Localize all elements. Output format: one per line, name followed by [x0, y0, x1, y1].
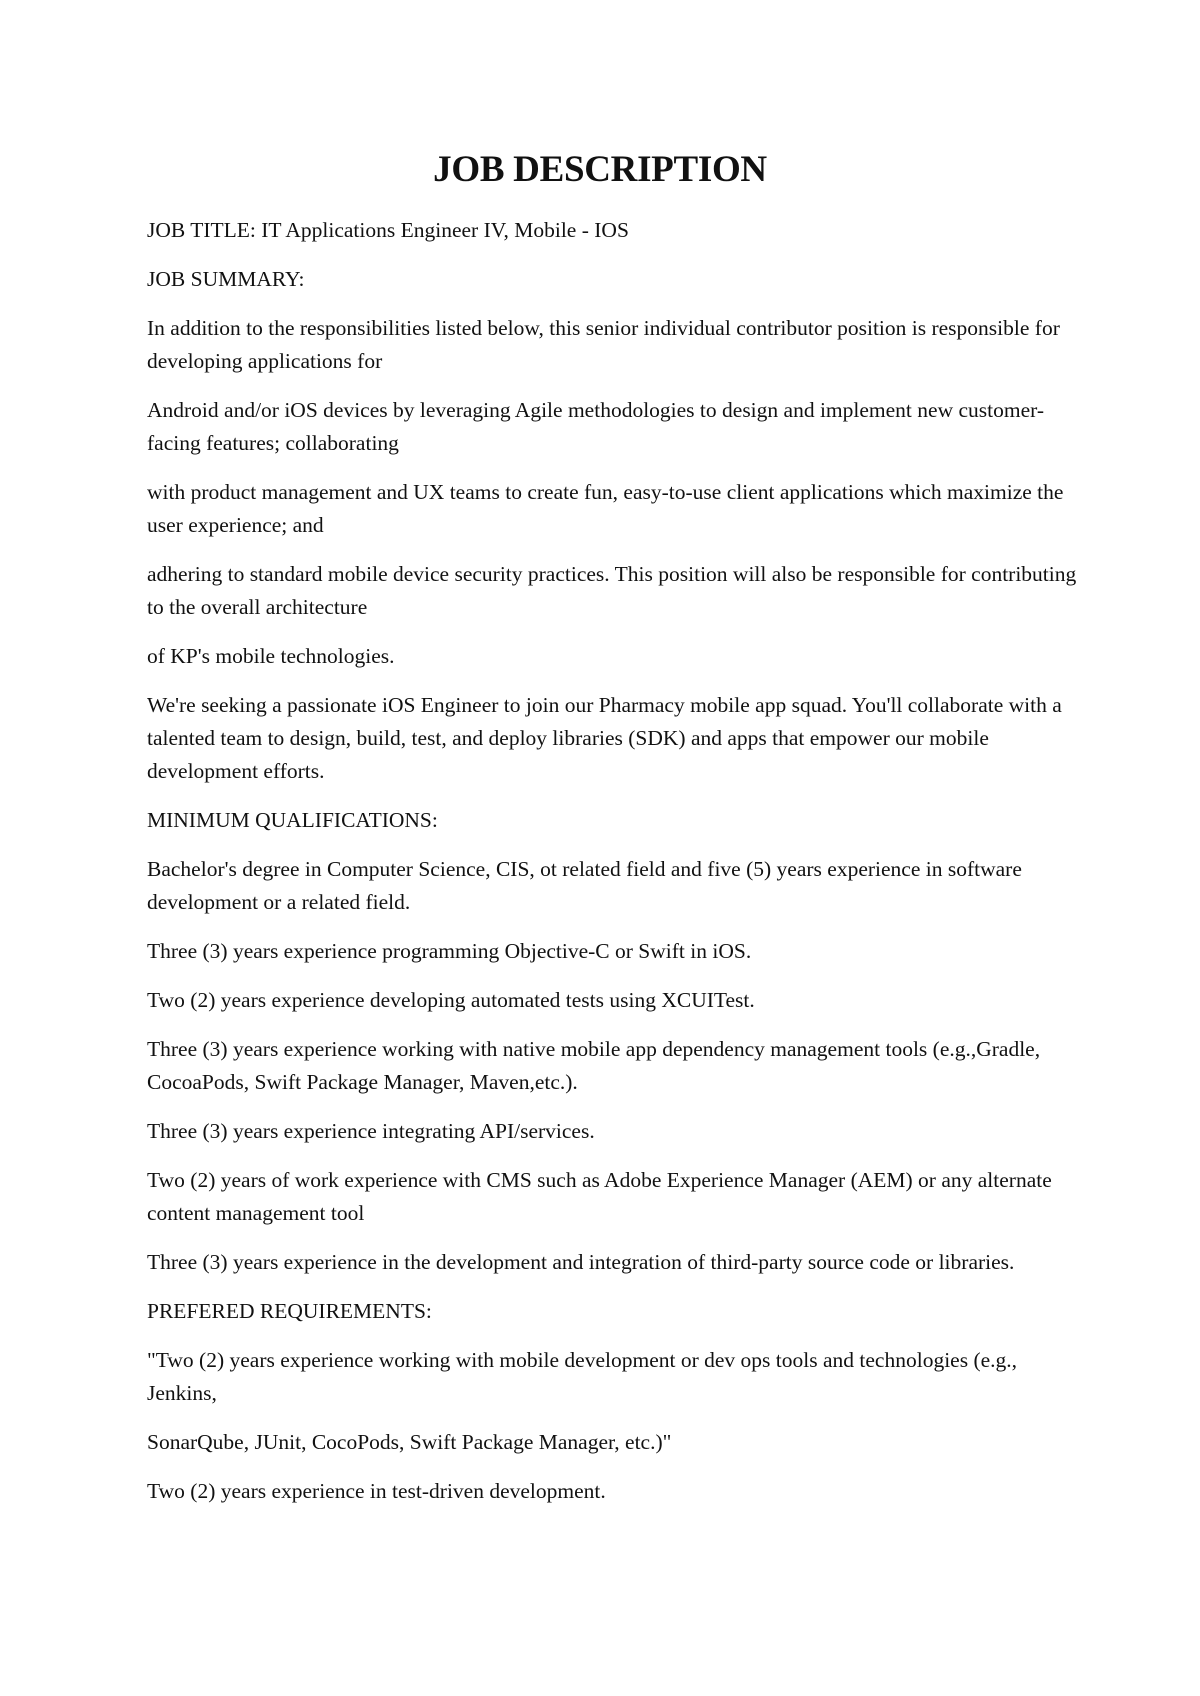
qualification-item: Two (2) years experience developing automated tests using XCUITest. — [147, 988, 755, 1012]
requirement-item: "Two (2) years experience working with mobile development or dev ops tools and technologies (e.g., Jenkins, — [147, 1348, 1018, 1405]
summary-paragraph: of KP's mobile technologies. — [147, 644, 395, 668]
minimum-qualifications-list — [147, 853, 1082, 1279]
qualification-item: Three (3) years experience in the development and integration of third-party source code or libraries. — [147, 1250, 1015, 1274]
job-summary-heading: JOB SUMMARY: — [147, 267, 305, 291]
minimum-qualifications-heading: MINIMUM QUALIFICATIONS: — [147, 808, 438, 832]
requirement-item: Two (2) years experience in test-driven development. — [147, 1479, 606, 1503]
qualification-item: Three (3) years experience programming Objective-C or Swift in iOS. — [147, 939, 752, 963]
qualification-item: Two (2) years of work experience with CMS such as Adobe Experience Manager (AEM) or any alternate content management tool — [147, 1168, 1052, 1225]
qualification-item: Three (3) years experience working with native mobile app dependency management tools (e.g.,Gradle, CocoaPods, Swift Package Manager, Maven,etc.). — [147, 1037, 1041, 1094]
summary-paragraph: We're seeking a passionate iOS Engineer to join our Pharmacy mobile app squad. You'll collaborate with a talented team to design, build, test, and deploy libraries (SDK) and apps that empower our mobile development efforts. — [147, 693, 1062, 783]
summary-paragraph: In addition to the responsibilities listed below, this senior individual contributor position is responsible for developing applications for — [147, 316, 1060, 373]
summary-paragraph: adhering to standard mobile device security practices. This position will also be responsible for contributing to the overall architecture — [147, 562, 1077, 619]
document-title: JOB DESCRIPTION — [433, 149, 767, 190]
document-body — [147, 214, 1082, 1524]
preferred-requirements-heading: PREFERED REQUIREMENTS: — [147, 1299, 432, 1323]
job-title-label: JOB TITLE: — [147, 218, 256, 242]
summary-paragraph: Android and/or iOS devices by leveraging Agile methodologies to design and implement new customer-facing features; collaborating — [147, 398, 1045, 455]
requirement-item: SonarQube, JUnit, CocoPods, Swift Package Manager, etc.)" — [147, 1430, 672, 1454]
qualification-item: Three (3) years experience integrating API/services. — [147, 1119, 595, 1143]
job-title-line — [147, 214, 1082, 247]
summary-paragraph: with product management and UX teams to create fun, easy-to-use client applications which maximize the user experience; and — [147, 480, 1064, 537]
job-title-value: IT Applications Engineer IV, Mobile - IOS — [255, 218, 629, 242]
qualification-item: Bachelor's degree in Computer Science, CIS, ot related field and five (5) years experience in software development or a related field. — [147, 857, 1022, 914]
